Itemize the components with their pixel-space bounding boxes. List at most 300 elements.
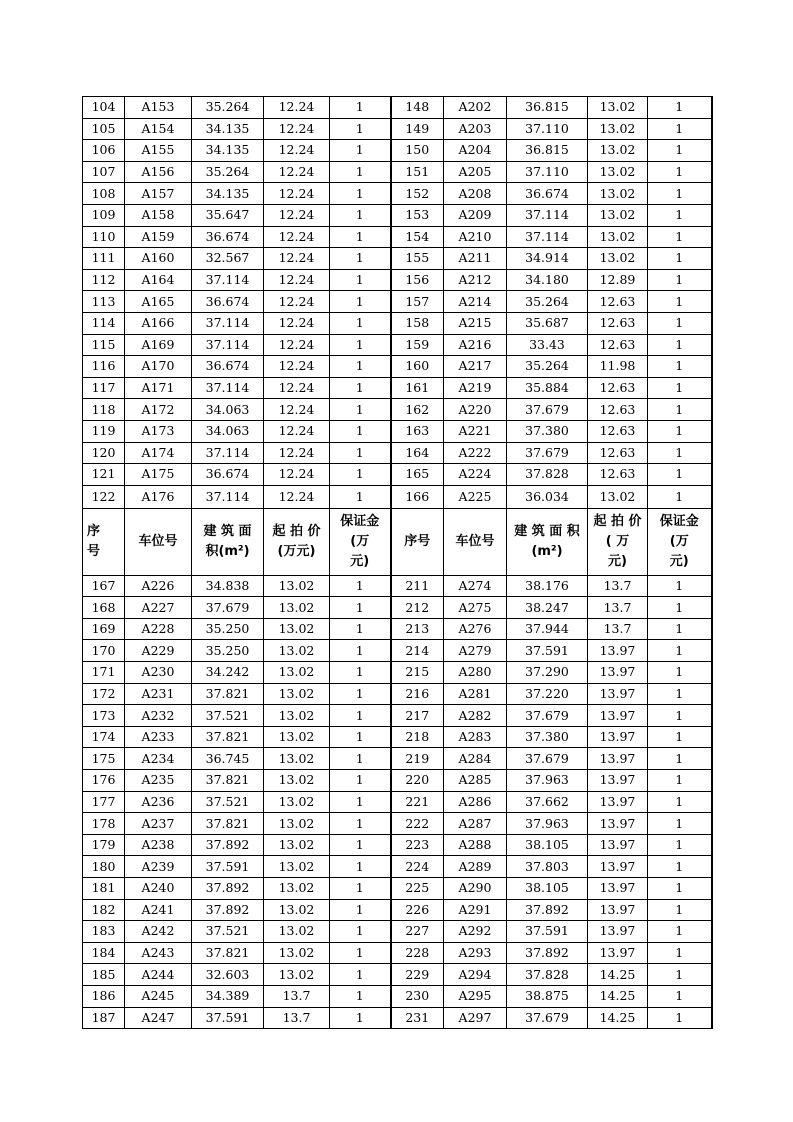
cell-price-left: 13.02	[264, 683, 330, 705]
table-body-top	[83, 97, 712, 509]
cell-price-right: 12.63	[588, 442, 648, 464]
cell-price-right: 13.02	[588, 204, 648, 226]
cell-seq-right: 161	[391, 377, 444, 399]
cell-area-right: 36.815	[507, 140, 588, 162]
cell-area-right: 35.264	[507, 356, 588, 378]
cell-seq-right: 217	[391, 705, 444, 727]
cell-spot-right: A221	[444, 420, 507, 442]
table-row	[83, 442, 712, 464]
cell-area-left: 35.647	[192, 204, 264, 226]
table-row	[83, 97, 712, 119]
cell-price-right: 13.02	[588, 97, 648, 119]
cell-spot-right: A220	[444, 399, 507, 421]
cell-spot-left: A175	[125, 464, 192, 486]
cell-deposit-right: 1	[648, 485, 712, 508]
cell-deposit-left: 1	[330, 575, 391, 597]
table-row	[83, 377, 712, 399]
cell-deposit-left: 1	[330, 97, 391, 119]
cell-deposit-left: 1	[330, 856, 391, 878]
table-row	[83, 683, 712, 705]
cell-area-left: 34.838	[192, 575, 264, 597]
cell-deposit-right: 1	[648, 1007, 712, 1029]
cell-price-left: 12.24	[264, 442, 330, 464]
table-row	[83, 204, 712, 226]
cell-price-right: 13.02	[588, 226, 648, 248]
cell-price-right: 13.97	[588, 899, 648, 921]
header-seq-right: 序号	[391, 508, 444, 575]
cell-area-right: 37.290	[507, 662, 588, 684]
table-header	[83, 508, 712, 575]
table-row	[83, 705, 712, 727]
cell-seq-left: 182	[83, 899, 125, 921]
cell-area-left: 37.114	[192, 377, 264, 399]
cell-price-left: 12.24	[264, 118, 330, 140]
cell-deposit-right: 1	[648, 597, 712, 619]
cell-seq-left: 186	[83, 985, 125, 1007]
cell-seq-left: 114	[83, 312, 125, 334]
cell-deposit-right: 1	[648, 618, 712, 640]
cell-price-left: 12.24	[264, 183, 330, 205]
cell-spot-right: A286	[444, 791, 507, 813]
cell-seq-right: 226	[391, 899, 444, 921]
cell-area-right: 37.591	[507, 640, 588, 662]
cell-area-right: 37.679	[507, 1007, 588, 1029]
cell-spot-left: A231	[125, 683, 192, 705]
cell-deposit-left: 1	[330, 597, 391, 619]
cell-area-right: 36.034	[507, 485, 588, 508]
cell-price-left: 13.7	[264, 1007, 330, 1029]
cell-spot-right: A293	[444, 942, 507, 964]
cell-spot-left: A160	[125, 248, 192, 270]
table-row	[83, 183, 712, 205]
cell-area-right: 37.828	[507, 464, 588, 486]
cell-deposit-left: 1	[330, 161, 391, 183]
cell-price-right: 13.97	[588, 683, 648, 705]
header-deposit-left: 保证金 (万 元)	[330, 508, 391, 575]
table-row	[83, 921, 712, 943]
cell-seq-left: 185	[83, 964, 125, 986]
cell-price-right: 13.02	[588, 118, 648, 140]
cell-seq-right: 160	[391, 356, 444, 378]
cell-seq-right: 230	[391, 985, 444, 1007]
cell-deposit-right: 1	[648, 183, 712, 205]
cell-area-right: 37.380	[507, 420, 588, 442]
cell-seq-left: 175	[83, 748, 125, 770]
cell-spot-right: A214	[444, 291, 507, 313]
cell-area-left: 37.114	[192, 312, 264, 334]
cell-area-left: 37.521	[192, 791, 264, 813]
cell-deposit-left: 1	[330, 964, 391, 986]
cell-area-right: 37.803	[507, 856, 588, 878]
cell-spot-right: A216	[444, 334, 507, 356]
cell-price-right: 13.97	[588, 856, 648, 878]
cell-price-right: 13.7	[588, 575, 648, 597]
cell-seq-right: 214	[391, 640, 444, 662]
cell-price-right: 13.97	[588, 662, 648, 684]
cell-area-left: 37.892	[192, 878, 264, 900]
cell-spot-left: A154	[125, 118, 192, 140]
table-row	[83, 269, 712, 291]
cell-deposit-left: 1	[330, 878, 391, 900]
cell-spot-left: A237	[125, 813, 192, 835]
cell-price-right: 13.97	[588, 878, 648, 900]
cell-area-right: 38.176	[507, 575, 588, 597]
cell-deposit-left: 1	[330, 204, 391, 226]
cell-spot-left: A238	[125, 834, 192, 856]
cell-deposit-right: 1	[648, 899, 712, 921]
cell-seq-left: 118	[83, 399, 125, 421]
cell-seq-left: 174	[83, 726, 125, 748]
cell-area-right: 37.110	[507, 161, 588, 183]
cell-seq-left: 121	[83, 464, 125, 486]
cell-seq-right: 157	[391, 291, 444, 313]
table-row	[83, 575, 712, 597]
cell-price-right: 13.97	[588, 813, 648, 835]
cell-area-right: 35.687	[507, 312, 588, 334]
cell-spot-left: A170	[125, 356, 192, 378]
cell-deposit-right: 1	[648, 356, 712, 378]
cell-area-right: 37.828	[507, 964, 588, 986]
table-row	[83, 791, 712, 813]
cell-deposit-left: 1	[330, 183, 391, 205]
cell-area-left: 36.745	[192, 748, 264, 770]
cell-deposit-right: 1	[648, 140, 712, 162]
cell-spot-left: A245	[125, 985, 192, 1007]
cell-deposit-left: 1	[330, 618, 391, 640]
cell-seq-left: 178	[83, 813, 125, 835]
table-row	[83, 640, 712, 662]
cell-area-left: 37.892	[192, 899, 264, 921]
cell-deposit-left: 1	[330, 291, 391, 313]
cell-seq-right: 216	[391, 683, 444, 705]
cell-spot-right: A294	[444, 964, 507, 986]
cell-deposit-right: 1	[648, 442, 712, 464]
table-row	[83, 399, 712, 421]
cell-deposit-left: 1	[330, 662, 391, 684]
table-row	[83, 813, 712, 835]
cell-seq-left: 169	[83, 618, 125, 640]
cell-seq-left: 172	[83, 683, 125, 705]
cell-price-left: 13.02	[264, 942, 330, 964]
cell-deposit-right: 1	[648, 921, 712, 943]
cell-seq-left: 173	[83, 705, 125, 727]
cell-price-left: 13.02	[264, 834, 330, 856]
cell-seq-right: 152	[391, 183, 444, 205]
cell-price-left: 13.02	[264, 726, 330, 748]
cell-spot-right: A224	[444, 464, 507, 486]
cell-seq-left: 167	[83, 575, 125, 597]
cell-deposit-right: 1	[648, 856, 712, 878]
cell-seq-right: 222	[391, 813, 444, 835]
cell-spot-left: A158	[125, 204, 192, 226]
cell-spot-right: A203	[444, 118, 507, 140]
cell-seq-left: 176	[83, 770, 125, 792]
cell-price-left: 13.02	[264, 964, 330, 986]
cell-spot-left: A155	[125, 140, 192, 162]
cell-spot-left: A230	[125, 662, 192, 684]
cell-price-right: 12.63	[588, 291, 648, 313]
cell-spot-right: A202	[444, 97, 507, 119]
cell-seq-left: 120	[83, 442, 125, 464]
cell-seq-right: 149	[391, 118, 444, 140]
cell-area-right: 34.180	[507, 269, 588, 291]
cell-seq-left: 179	[83, 834, 125, 856]
cell-area-left: 37.821	[192, 942, 264, 964]
cell-area-left: 37.521	[192, 921, 264, 943]
table-row	[83, 226, 712, 248]
cell-area-right: 36.674	[507, 183, 588, 205]
table-row	[83, 964, 712, 986]
cell-area-right: 37.963	[507, 770, 588, 792]
cell-spot-left: A174	[125, 442, 192, 464]
cell-spot-right: A295	[444, 985, 507, 1007]
cell-area-left: 36.674	[192, 356, 264, 378]
cell-deposit-right: 1	[648, 420, 712, 442]
cell-spot-right: A284	[444, 748, 507, 770]
cell-area-left: 34.135	[192, 118, 264, 140]
cell-spot-left: A240	[125, 878, 192, 900]
cell-seq-right: 221	[391, 791, 444, 813]
cell-deposit-left: 1	[330, 312, 391, 334]
cell-deposit-left: 1	[330, 770, 391, 792]
cell-seq-left: 183	[83, 921, 125, 943]
cell-spot-left: A241	[125, 899, 192, 921]
cell-spot-left: A229	[125, 640, 192, 662]
cell-area-left: 35.250	[192, 618, 264, 640]
cell-seq-left: 106	[83, 140, 125, 162]
cell-seq-left: 168	[83, 597, 125, 619]
cell-seq-left: 117	[83, 377, 125, 399]
cell-price-left: 12.24	[264, 399, 330, 421]
cell-area-right: 36.815	[507, 97, 588, 119]
cell-spot-left: A242	[125, 921, 192, 943]
cell-price-left: 13.02	[264, 899, 330, 921]
cell-area-right: 37.662	[507, 791, 588, 813]
cell-seq-right: 159	[391, 334, 444, 356]
cell-price-left: 12.24	[264, 161, 330, 183]
cell-seq-left: 104	[83, 97, 125, 119]
cell-seq-right: 225	[391, 878, 444, 900]
cell-area-left: 32.567	[192, 248, 264, 270]
cell-area-left: 34.063	[192, 399, 264, 421]
cell-seq-right: 153	[391, 204, 444, 226]
cell-deposit-left: 1	[330, 118, 391, 140]
cell-area-left: 37.892	[192, 834, 264, 856]
cell-area-left: 37.114	[192, 269, 264, 291]
cell-area-right: 37.679	[507, 442, 588, 464]
cell-spot-left: A243	[125, 942, 192, 964]
cell-seq-right: 219	[391, 748, 444, 770]
cell-seq-right: 212	[391, 597, 444, 619]
cell-seq-left: 107	[83, 161, 125, 183]
cell-price-right: 12.63	[588, 420, 648, 442]
cell-price-right: 12.63	[588, 334, 648, 356]
cell-area-left: 36.674	[192, 291, 264, 313]
cell-deposit-right: 1	[648, 705, 712, 727]
cell-price-right: 12.63	[588, 399, 648, 421]
cell-area-left: 36.674	[192, 464, 264, 486]
cell-price-left: 13.02	[264, 705, 330, 727]
cell-price-left: 12.24	[264, 334, 330, 356]
cell-seq-right: 163	[391, 420, 444, 442]
cell-area-left: 37.521	[192, 705, 264, 727]
header-spot-right: 车位号	[444, 508, 507, 575]
cell-deposit-left: 1	[330, 813, 391, 835]
cell-price-left: 12.24	[264, 377, 330, 399]
cell-price-left: 13.02	[264, 597, 330, 619]
cell-deposit-right: 1	[648, 204, 712, 226]
cell-area-right: 37.114	[507, 226, 588, 248]
table-row	[83, 161, 712, 183]
cell-price-left: 12.24	[264, 291, 330, 313]
cell-deposit-right: 1	[648, 813, 712, 835]
cell-price-right: 13.02	[588, 183, 648, 205]
cell-area-right: 38.105	[507, 834, 588, 856]
cell-deposit-left: 1	[330, 791, 391, 813]
cell-spot-right: A215	[444, 312, 507, 334]
cell-seq-right: 164	[391, 442, 444, 464]
cell-deposit-right: 1	[648, 291, 712, 313]
cell-area-left: 37.114	[192, 334, 264, 356]
cell-seq-right: 158	[391, 312, 444, 334]
cell-price-left: 12.24	[264, 226, 330, 248]
cell-spot-left: A165	[125, 291, 192, 313]
cell-spot-left: A169	[125, 334, 192, 356]
cell-spot-left: A153	[125, 97, 192, 119]
cell-seq-left: 122	[83, 485, 125, 508]
cell-area-left: 37.114	[192, 442, 264, 464]
table-row	[83, 618, 712, 640]
cell-deposit-left: 1	[330, 834, 391, 856]
cell-deposit-right: 1	[648, 748, 712, 770]
cell-spot-right: A288	[444, 834, 507, 856]
cell-area-right: 35.884	[507, 377, 588, 399]
cell-seq-right: 231	[391, 1007, 444, 1029]
cell-area-right: 38.105	[507, 878, 588, 900]
cell-spot-right: A281	[444, 683, 507, 705]
cell-deposit-right: 1	[648, 985, 712, 1007]
cell-spot-right: A219	[444, 377, 507, 399]
cell-area-left: 35.264	[192, 161, 264, 183]
cell-seq-left: 184	[83, 942, 125, 964]
cell-area-left: 35.264	[192, 97, 264, 119]
cell-area-left: 37.591	[192, 1007, 264, 1029]
cell-deposit-left: 1	[330, 748, 391, 770]
cell-price-left: 13.02	[264, 921, 330, 943]
cell-deposit-left: 1	[330, 705, 391, 727]
cell-price-left: 13.02	[264, 856, 330, 878]
header-spot-left: 车位号	[125, 508, 192, 575]
cell-area-right: 37.679	[507, 399, 588, 421]
cell-deposit-left: 1	[330, 683, 391, 705]
cell-deposit-right: 1	[648, 248, 712, 270]
cell-price-left: 13.7	[264, 985, 330, 1007]
table-row	[83, 118, 712, 140]
cell-seq-left: 111	[83, 248, 125, 270]
cell-spot-left: A173	[125, 420, 192, 442]
cell-price-left: 12.24	[264, 269, 330, 291]
cell-price-right: 13.7	[588, 618, 648, 640]
cell-deposit-right: 1	[648, 575, 712, 597]
cell-spot-right: A287	[444, 813, 507, 835]
cell-price-left: 13.02	[264, 770, 330, 792]
cell-price-right: 13.97	[588, 770, 648, 792]
table-row	[83, 1007, 712, 1029]
cell-price-right: 13.97	[588, 640, 648, 662]
table-row	[83, 878, 712, 900]
header-seq-left: 序 号	[83, 508, 125, 575]
cell-deposit-right: 1	[648, 640, 712, 662]
cell-deposit-left: 1	[330, 985, 391, 1007]
cell-price-right: 13.02	[588, 161, 648, 183]
cell-price-right: 11.98	[588, 356, 648, 378]
cell-seq-right: 215	[391, 662, 444, 684]
cell-seq-right: 220	[391, 770, 444, 792]
cell-deposit-left: 1	[330, 334, 391, 356]
cell-area-right: 37.220	[507, 683, 588, 705]
cell-seq-left: 108	[83, 183, 125, 205]
cell-seq-left: 180	[83, 856, 125, 878]
cell-area-left: 34.389	[192, 985, 264, 1007]
cell-price-left: 13.02	[264, 813, 330, 835]
cell-spot-right: A276	[444, 618, 507, 640]
cell-area-right: 33.43	[507, 334, 588, 356]
cell-area-left: 34.135	[192, 140, 264, 162]
cell-spot-right: A290	[444, 878, 507, 900]
cell-seq-left: 187	[83, 1007, 125, 1029]
cell-area-left: 35.250	[192, 640, 264, 662]
table-row	[83, 140, 712, 162]
cell-spot-right: A212	[444, 269, 507, 291]
cell-area-right: 37.380	[507, 726, 588, 748]
cell-deposit-left: 1	[330, 464, 391, 486]
cell-price-right: 13.97	[588, 834, 648, 856]
table-row	[83, 726, 712, 748]
cell-seq-right: 229	[391, 964, 444, 986]
cell-spot-right: A222	[444, 442, 507, 464]
cell-spot-left: A232	[125, 705, 192, 727]
cell-price-left: 12.24	[264, 356, 330, 378]
table-row	[83, 770, 712, 792]
cell-spot-left: A171	[125, 377, 192, 399]
cell-spot-right: A282	[444, 705, 507, 727]
cell-seq-right: 154	[391, 226, 444, 248]
cell-deposit-right: 1	[648, 118, 712, 140]
table-row	[83, 334, 712, 356]
cell-seq-right: 213	[391, 618, 444, 640]
table-row	[83, 899, 712, 921]
header-area-left: 建 筑 面 积(m²)	[192, 508, 264, 575]
cell-area-right: 37.114	[507, 204, 588, 226]
cell-price-right: 13.97	[588, 705, 648, 727]
cell-spot-left: A244	[125, 964, 192, 986]
cell-area-left: 32.603	[192, 964, 264, 986]
cell-seq-left: 112	[83, 269, 125, 291]
cell-area-right: 37.944	[507, 618, 588, 640]
cell-spot-left: A176	[125, 485, 192, 508]
cell-spot-right: A275	[444, 597, 507, 619]
cell-price-left: 12.24	[264, 420, 330, 442]
cell-price-right: 13.97	[588, 791, 648, 813]
cell-spot-right: A210	[444, 226, 507, 248]
cell-price-right: 13.02	[588, 140, 648, 162]
cell-spot-left: A159	[125, 226, 192, 248]
cell-area-left: 37.821	[192, 726, 264, 748]
cell-deposit-right: 1	[648, 834, 712, 856]
cell-price-right: 13.97	[588, 726, 648, 748]
cell-deposit-left: 1	[330, 377, 391, 399]
cell-area-right: 34.914	[507, 248, 588, 270]
